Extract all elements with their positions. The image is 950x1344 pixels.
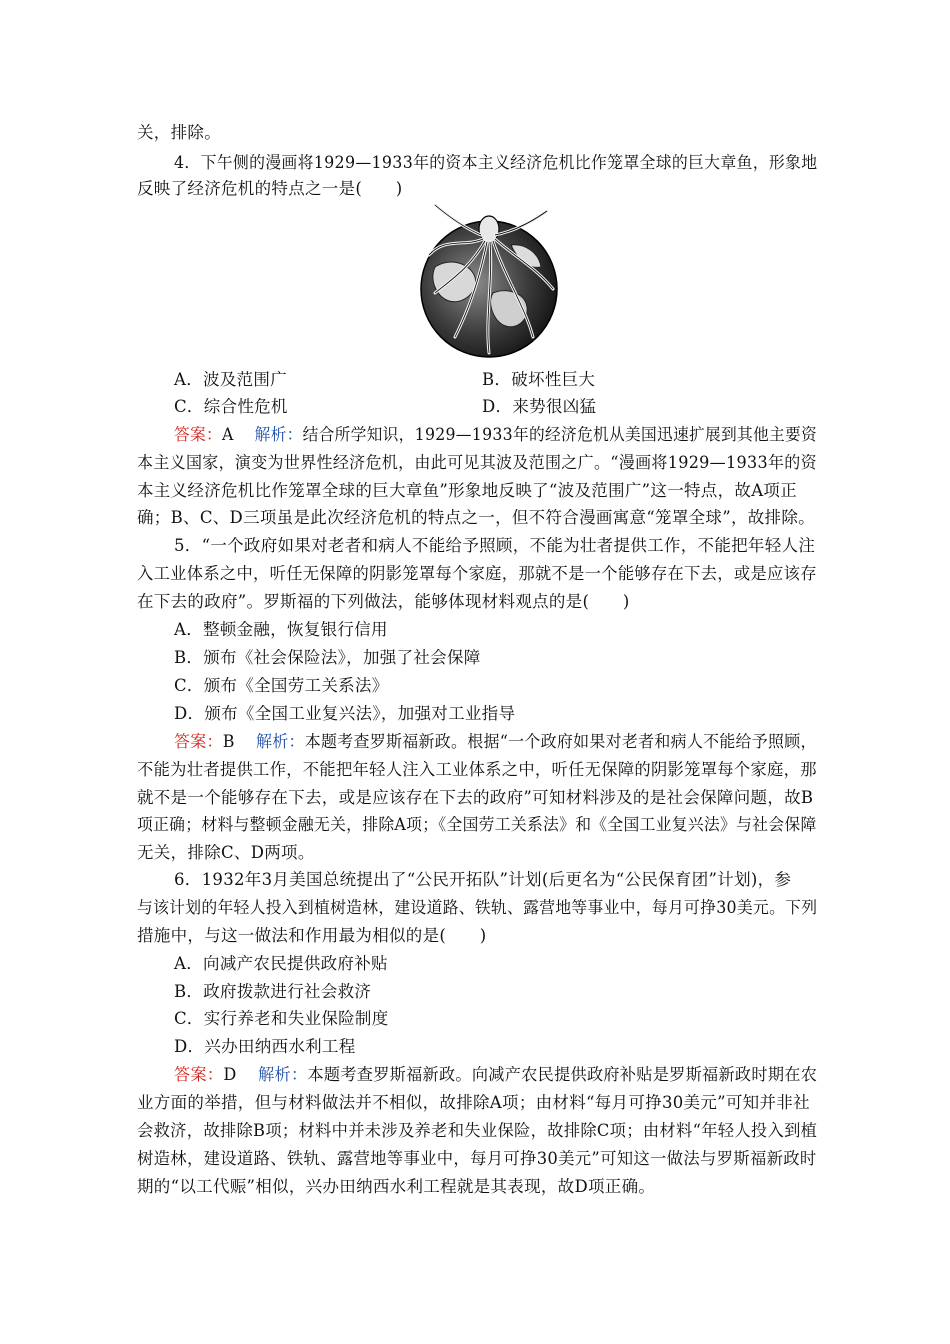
analysis-text: 本主义国家，演变为世界性经济危机，由此可见其波及范围之广。“漫画将1929—1933年的资 [137, 453, 817, 472]
answer-value: D [223, 1065, 237, 1084]
analysis-text: 不能为壮者提供工作，不能把年轻人注入工业体系之中，听任无保障的阴影笼罩每个家庭，那 [137, 760, 817, 779]
answer-label: 答案： [174, 732, 223, 751]
answer-value: A [222, 425, 234, 444]
analysis-text: 会救济，故排除B项；材料中并未涉及养老和失业保险，故排除C项；由材料“年轻人投入到植 [137, 1121, 818, 1140]
analysis-label: 解析： [256, 732, 305, 751]
analysis-text: 结合所学知识，1929—1933年的经济危机从美国迅速扩展到其他主要资 [302, 425, 818, 444]
analysis-text: 树造林，建设道路、铁轨、露营地等事业中，每月可挣30美元”可知这一做法与罗斯福新政时 [137, 1149, 817, 1168]
octopus-globe-cartoon [415, 197, 563, 359]
option-c: C．颁布《全国劳工关系法》 [174, 676, 389, 695]
question-6-stem: 6．1932年3月美国总统提出了“公民开拓队”计划(后更名为“公民保育团”计划)，参 [174, 870, 792, 889]
analysis-text: 确；B、C、D三项虽是此次经济危机的特点之一，但不符合漫画寓意“笼罩全球”，故排除。 [137, 508, 815, 527]
option-b: B．破坏性巨大 [482, 370, 596, 389]
option-c: C．实行养老和失业保险制度 [174, 1009, 389, 1028]
question-5-stem-cont: 在下去的政府”。罗斯福的下列做法，能够体现材料观点的是( ) [137, 592, 630, 611]
answer-label: 答案： [174, 425, 223, 444]
question-6-stem-cont: 与该计划的年轻人投入到植树造林，建设道路、铁轨、露营地等事业中，每月可挣30美元。下列 [137, 898, 818, 917]
question-4-stem: 4．下午侧的漫画将1929—1933年的资本主义经济危机比作笼罩全球的巨大章鱼，形象地 [174, 153, 818, 172]
analysis-text: 就不是一个能够存在下去，或是应该存在下去的政府”可知材料涉及的是社会保障问题，故B [137, 788, 814, 807]
question-5-stem-cont: 入工业体系之中，听任无保障的阴影笼罩每个家庭，那就不是一个能够存在下去，或是应该存 [137, 564, 817, 583]
analysis-text: 无关，排除C、D两项。 [137, 843, 315, 862]
option-d: D．兴办田纳西水利工程 [174, 1037, 356, 1056]
answer-line [174, 731, 817, 753]
option-a: A．整顿金融，恢复银行信用 [174, 620, 388, 639]
option-b: B．颁布《社会保险法》，加强了社会保障 [174, 648, 481, 667]
analysis-text: 本主义经济危机比作笼罩全球的巨大章鱼”形象地反映了“波及范围广”这一特点，故A项正 [137, 481, 798, 500]
answer-label: 答案： [174, 1065, 224, 1084]
analysis-text: 项正确；材料与整顿金融无关，排除A项；《全国劳工关系法》和《全国工业复兴法》与社会保障 [137, 815, 817, 834]
option-c: C．综合性危机 [174, 397, 288, 416]
question-5-stem: 5．“一个政府如果对老者和病人不能给予照顾，不能为壮者提供工作，不能把年轻人注 [174, 536, 816, 555]
analysis-label: 解析： [254, 425, 303, 444]
analysis-text: 业方面的举措，但与材料做法并不相似，故排除A项；由材料“每月可挣30美元”可知并非社 [137, 1093, 810, 1112]
option-a: A．波及范围广 [174, 370, 288, 389]
analysis-label: 解析： [258, 1065, 308, 1084]
answer-line [174, 424, 818, 446]
option-a: A．向减产农民提供政府补贴 [174, 954, 388, 973]
analysis-text: 期的“以工代赈”相似，兴办田纳西水利工程就是其表现，故D项正确。 [137, 1177, 656, 1196]
question-4-stem-cont: 反映了经济危机的特点之一是( ) [137, 179, 403, 198]
answer-value: B [222, 732, 235, 751]
text-line: 关，排除。 [137, 123, 221, 142]
question-6-stem-cont: 措施中，与这一做法和作用最为相似的是( ) [137, 926, 487, 945]
analysis-text: 本题考查罗斯福新政。根据“一个政府如果对老者和病人不能给予照顾， [304, 732, 817, 751]
option-d: D．来势很凶猛 [482, 397, 597, 416]
analysis-text: 本题考查罗斯福新政。向减产农民提供政府补贴是罗斯福新政时期在农 [307, 1065, 818, 1084]
answer-line [174, 1064, 818, 1086]
option-b: B．政府拨款进行社会救济 [174, 982, 372, 1001]
option-d: D．颁布《全国工业复兴法》，加强对工业指导 [174, 704, 516, 723]
